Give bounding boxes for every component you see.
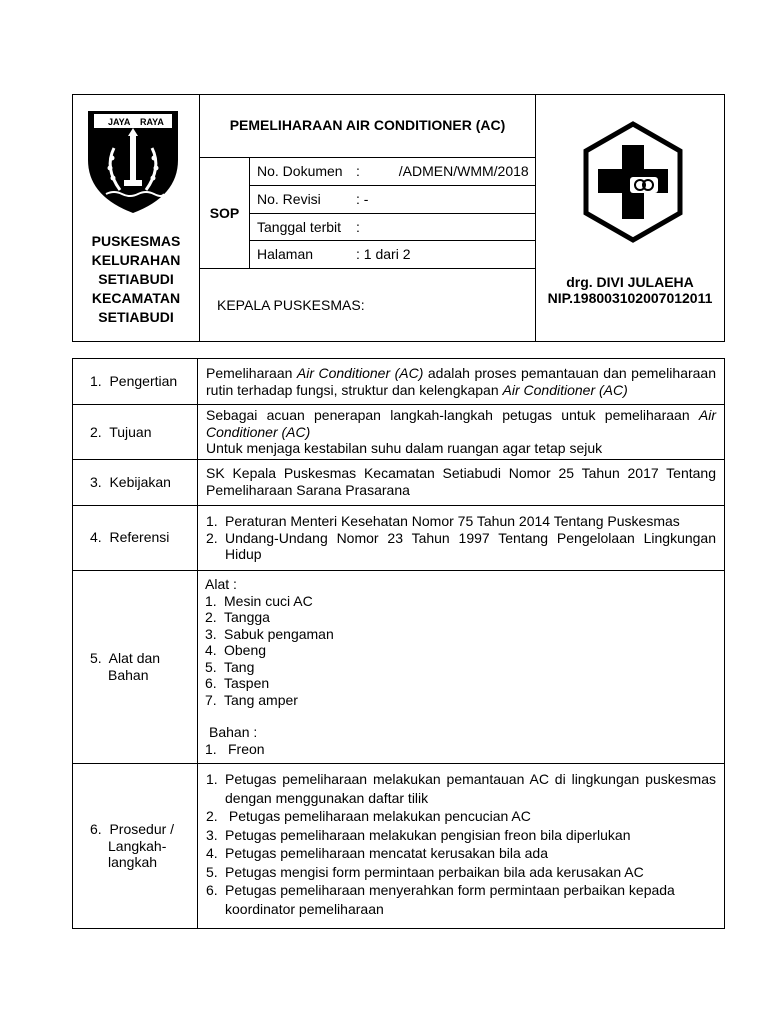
list-item: 1. Freon	[205, 740, 265, 757]
list-item: 1. Mesin cuci AC	[205, 592, 313, 609]
jaya-raya-crest-logo	[84, 108, 182, 216]
list-item: 7. Tang amper	[205, 691, 298, 708]
organization-name: PUSKESMAS KELURAHAN SETIABUDI KECAMATAN SETIABUDI	[91, 233, 181, 325]
doc-number-value: : /ADMEN/WMM/2018	[356, 163, 529, 179]
list-item: 4. Petugas pemeliharaan mencatat kerusakan bila ada	[206, 845, 548, 861]
label-tujuan: 2. Tujuan	[90, 424, 152, 440]
list-item: 2. Undang-Undang Nomor 23 Tahun 1997 Tentang Pengelolaan Lingkungan Hidup	[206, 529, 716, 562]
list-item: 4. Obeng	[205, 642, 267, 658]
content-kebijakan: SK Kepala Puskesmas Kecamatan Setiabudi Nomor 25 Tahun 2017 Tentang Pemeliharaan Sarana Prasarana	[206, 465, 716, 498]
label-alat-bahan: 5. Alat dan Bahan	[90, 650, 161, 683]
document-title: PEMELIHARAAN AIR CONDITIONER (AC)	[229, 117, 506, 133]
head-of-clinic-label: KEPALA PUSKESMAS:	[217, 297, 365, 313]
head-nip: NIP.198003102007012011	[547, 290, 713, 306]
sop-label: SOP	[209, 205, 240, 221]
list-item: 3. Sabuk pengaman	[205, 625, 334, 642]
issue-date-value: :	[356, 219, 360, 235]
head-name: drg. DIVI JULAEHA	[566, 274, 694, 290]
list-item: 5. Petugas mengisi form permintaan perbaikan bila ada kerusakan AC	[206, 863, 644, 880]
issue-date-label: Tanggal terbit	[257, 219, 342, 235]
crest-word-right: RAYA	[140, 117, 164, 127]
revision-label: No. Revisi	[257, 191, 321, 207]
label-pengertian: 1. Pengertian	[90, 373, 178, 389]
label-kebijakan: 3. Kebijakan	[90, 474, 171, 490]
list-item: 6. Taspen	[205, 675, 270, 691]
content-tujuan: Sebagai acuan penerapan langkah-langkah petugas untuk pemeliharaan Air Conditioner (AC) Untuk menjaga kestabilan suhu dalam ruangan agar tetap sejuk	[206, 407, 716, 456]
label-prosedur: 6. Prosedur / Langkah- langkah	[90, 821, 175, 870]
alat-title: Alat :	[205, 576, 237, 592]
list-item: 1. Petugas pemeliharaan melakukan pemantauan AC di lingkungan puskesmas dengan menggunakan daftar tilik	[206, 771, 716, 806]
list-item: 2. Petugas pemeliharaan melakukan pencucian AC	[206, 808, 531, 824]
list-item: 1. Peraturan Menteri Kesehatan Nomor 75 Tahun 2014 Tentang Puskesmas	[206, 513, 680, 529]
list-item: 5. Tang	[205, 658, 255, 675]
doc-number-label: No. Dokumen	[257, 163, 343, 179]
list-item: 6. Petugas pemeliharaan menyerahkan form permintaan perbaikan kepada koordinator pemeliharaan	[206, 882, 675, 917]
list-item: 2. Tangga	[205, 609, 270, 625]
content-prosedur	[206, 770, 716, 918]
revision-value: : -	[356, 191, 369, 207]
bahan-title: Bahan :	[209, 724, 258, 740]
content-referensi	[206, 513, 716, 563]
crest-word-left: JAYA	[108, 117, 131, 127]
page-label: Halaman	[257, 246, 314, 262]
list-item: 3. Petugas pemeliharaan melakukan pengisian freon bila diperlukan	[206, 826, 631, 843]
label-referensi: 4. Referensi	[90, 529, 170, 545]
puskesmas-hexagon-logo	[582, 121, 684, 243]
content-pengertian: Pemeliharaan Air Conditioner (AC) adalah proses pemantauan dan pemeliharaan rutin terhadap fungsi, struktur dan kelengkapan Air Conditioner (AC)	[206, 365, 716, 398]
page-value: : 1 dari 2	[356, 246, 411, 262]
content-alat-bahan	[205, 576, 715, 757]
